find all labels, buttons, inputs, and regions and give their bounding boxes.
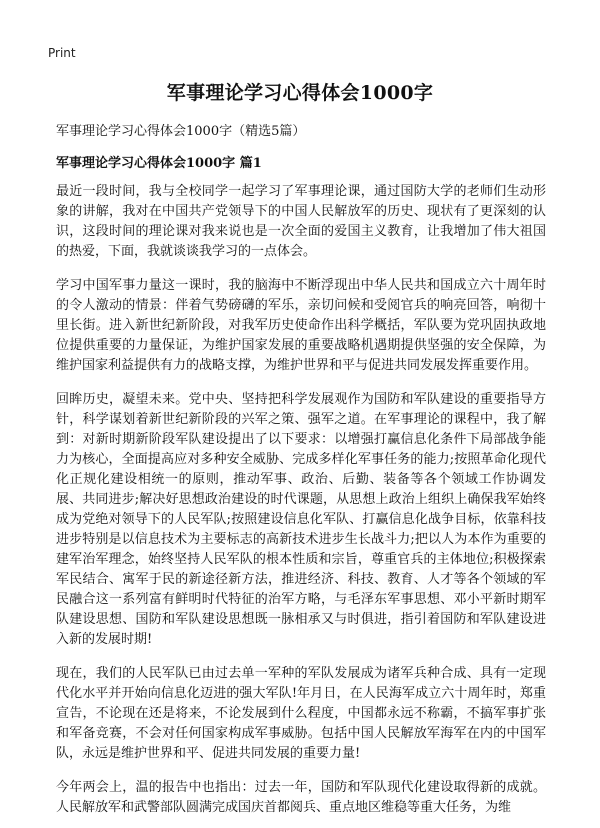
paragraph-1: 最近一段时间，我与全校同学一起学习了军事理论课，通过国防大学的老师们生动形象的讲解，我对在中国共产党领导下的中国人民解放军的历史、现状有了更深刻的认识，这段时间的理论课对我来说也是一次全面的爱国主义教育，让我增加了伟大祖国的热爱，下面，我就谈谈我学习的一点体会。: [56, 184, 546, 259]
paragraph-2: 学习中国军事力量这一课时，我的脑海中不断浮现出中华人民共和国成立六十周年时的令人激动的情景：伴着气势磅礴的军乐，亲切问候和受阅官兵的响亮回答，响彻十里长街。进入新世纪新阶段，对我军历史使命作出科学概括，军队要为党巩固执政地位提供重要的力量保证，为维护国家发展的重要战略机遇期提供坚强的安全保障，为维护国家利益提供有力的战略支撑，为维护世界和平与促进共同发展发挥重要作用。: [56, 278, 546, 373]
paragraph-3: 回眸历史，凝望未来。党中央、坚持把科学发展观作为国防和军队建设的重要指导方针，科学谋划着新世纪新阶段的兴军之策、强军之道。在军事理论的课程中，我了解到：对新时期新阶段军队建设提出了以下要求：以增强打赢信息化条件下局部战争能力为核心，全面提高应对多种安全威胁、完成多样化军事任务的能力;按照革命化现代化正规化建设相统一的原则，推动军事、政治、后勤、装备等各个领域工作协调发展、共同进步;解决好思想政治建设的时代课题，从思想上政治上组织上确保我军始终成为党绝对领导下的人民军队;按照建设信息化军队、打赢信息化战争目标，依靠科技进步特别是以信息技术为主要标志的高新技术进步生长战斗力;把以人为本作为重要的建军治军理念，始终坚持人民军队的根本性质和宗旨，尊重官兵的主体地位;积极探索军民结合、寓军于民的新途径新方法，推进经济、科技、教育、人才等各个领域的军民融合这一系列富有鲜明时代特征的治军方略，与毛泽东军事思想、邓小平新时期军队建设思想、国防和军队建设思想既一脉相承又与时俱进，指引着国防和军队建设进入新的发展时期!: [56, 392, 546, 647]
document-subtitle: 军事理论学习心得体会1000字（精选5篇）: [56, 124, 306, 139]
paragraph-4: 现在，我们的人民军队已由过去单一军种的军队发展成为诸军兵种合成、具有一定现代化水平并开始向信息化迈进的强大军队!年月日，在人民海军成立六十周年时，郑重宣告，不论现在还是将来，不论发展到什么程度，中国都永远不称霸，不搞军事扩张和军备竞赛，不会对任何国家构成军事威胁。包括中国人民解放军海军在内的中国军队，永远是维护世界和平、促进共同发展的重要力量!: [56, 666, 546, 761]
article-body: [56, 182, 546, 828]
document-title: 军事理论学习心得体会1000字: [166, 82, 434, 104]
section-heading: 军事理论学习心得体会1000字 篇1: [56, 156, 262, 171]
paragraph-5: 今年两会上，温的报告中也指出：过去一年，国防和军队现代化建设取得新的成就。人民解放军和武警部队圆满完成国庆首都阅兵、重点地区维稳等重大任务，为维: [56, 780, 546, 815]
print-link[interactable]: Print: [48, 46, 76, 60]
